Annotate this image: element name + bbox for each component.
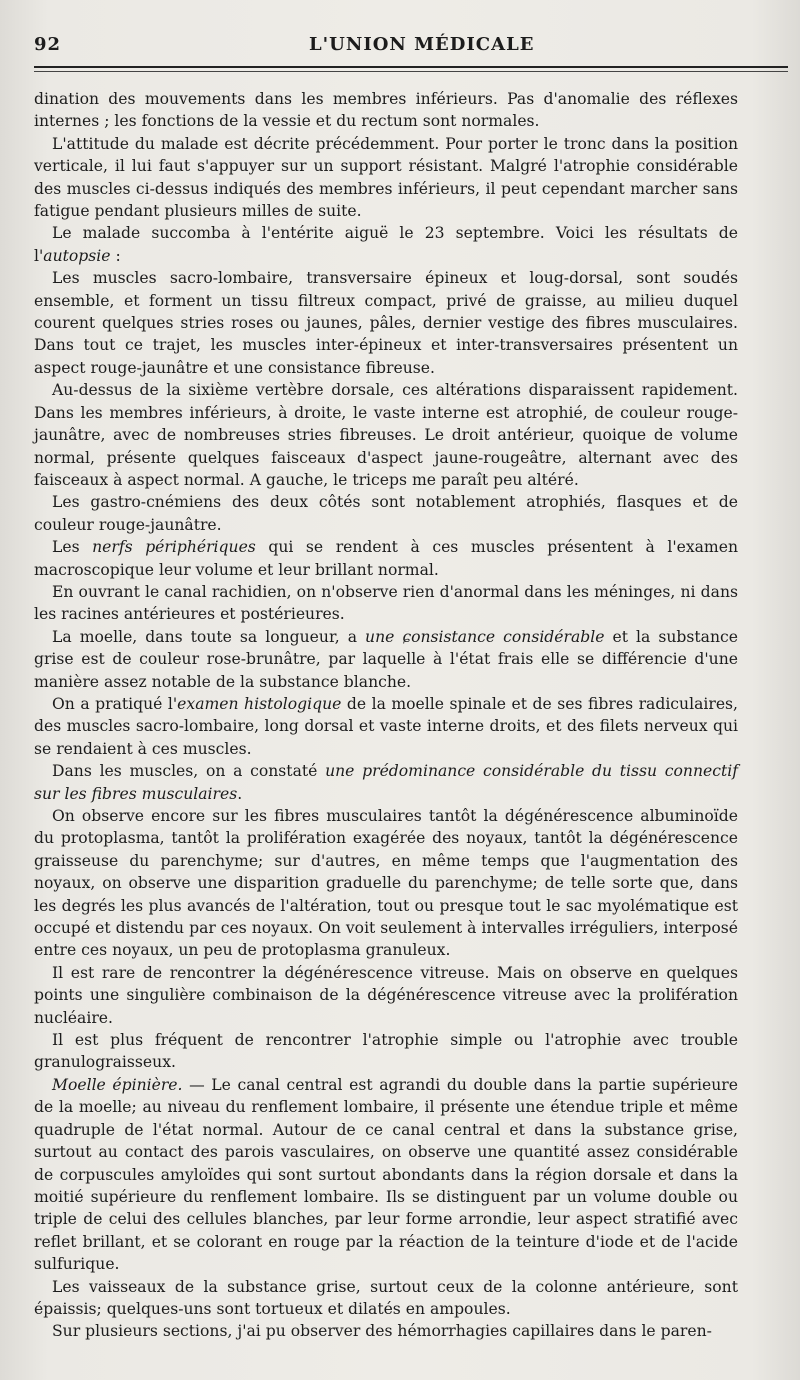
paragraph: Les gastro-cnémiens des deux côtés sont notablement atrophiés, flasques et de couleur rouge-jaunâtre. bbox=[34, 493, 738, 534]
page-header bbox=[34, 28, 738, 58]
paragraph: En ouvrant le canal rachidien, on n'observe rien d'anormal dans les méninges, ni dans les racines antérieures et postérieures. bbox=[34, 582, 738, 624]
paragraph: Il est plus fréquent de rencontrer l'atrophie simple ou l'atrophie avec trouble granulograisseux. bbox=[34, 1031, 738, 1072]
paragraph: Le malade succomba à l'entérite aiguë le 23 septembre. Voici les résultats de l'autopsie : bbox=[34, 224, 738, 265]
paragraph: Au-dessus de la sixième vertèbre dorsale, ces altérations disparaissent rapidement. Dans les membres inférieurs, à droite, le vaste interne est atrophié, de couleur rouge-jaunâtre, avec de nombreuses stries fibreuses. Le droit antérieur, quoique de volume normal, présente quelques faisceaux d'aspect jaune-rougeâtre, alternant avec des faisceaux à aspect normal. A gauche, le triceps me paraît peu altéré. bbox=[34, 381, 738, 489]
italic-term: une ɕonsistance considérable bbox=[365, 627, 605, 646]
italic-term: autopsie bbox=[43, 246, 111, 265]
paragraph: dination des mouvements dans les membres inférieurs. Pas d'anomalie des réflexes internes ; les fonctions de la vessie et du rectum sont normales. bbox=[34, 90, 738, 131]
running-title: L'UNION MÉDICALE bbox=[309, 34, 535, 55]
paragraph: Moelle épinière. — Le canal central est agrandi du double dans la partie supérieure de la moelle; au niveau du renflement lombaire, il présente une étendue triple et même quadruple de l'état normal. Autour de ce canal central et dans la substance grise, surtout au contact des parois vasculaires, on observe une quantité assez considérable de corpuscules amyloïdes qui sont surtout abondants dans la région dorsale et dans la moitié supérieure du renflement lombaire. Ils se distinguent par un volume double ou triple de celui des cellules blanches, par leur forme arrondie, leur aspect stratifié avec reflet brillant, et se colorant en rouge par la réaction de la teinture d'iode et de l'acide sulfurique. bbox=[34, 1075, 738, 1274]
paragraph: On a pratiqué l'examen histologique de la moelle spinale et de ses fibres radiculaires, des muscles sacro-lombaire, long dorsal et vaste interne droits, et des filets nerveux qui se rendaient à ces muscles. bbox=[34, 694, 739, 758]
italic-term: Moelle épinière. bbox=[52, 1075, 183, 1094]
paragraph: La moelle, dans toute sa longueur, a une ɕonsistance considérable et la substance grise est de couleur rose-brunâtre, par laquelle à l'état frais elle se différencie d'une manière assez notable de la substance blanche. bbox=[34, 627, 738, 691]
header-rule bbox=[34, 66, 788, 72]
paragraph: L'attitude du malade est décrite précédemment. Pour porter le tronc dans la position verticale, il lui faut s'appuyer sur un support résistant. Malgré l'atrophie considérable des muscles ci-dessus indiqués des membres inférieurs, il peut cependant marcher sans fatigue pendant plusieurs milles de suite. bbox=[34, 134, 738, 221]
paragraph: Les nerfs périphériques qui se rendent à ces muscles présentent à l'examen macroscopique leur volume et leur brillant normal. bbox=[34, 538, 738, 579]
italic-term: nerfs périphériques bbox=[92, 538, 256, 557]
page-number: 92 bbox=[34, 34, 62, 55]
paragraph: Les muscles sacro-lombaire, transversaire épineux et loug-dorsal, sont soudés ensemble, et forment un tissu filtreux compact, privé de graisse, au milieu duquel courent quelques stries roses ou jaunes, pâles, dernier vestige des fibres musculaires. Dans tout ce trajet, les muscles inter-épineux et inter-transversaires présentent un aspect rouge-jaunâtre et une consistance fibreuse. bbox=[34, 269, 738, 377]
italic-term: une prédominance considérable du tissu connectif sur les fibres musculaires bbox=[34, 762, 739, 803]
italic-term: examen histologique bbox=[177, 694, 342, 713]
paragraph: Les vaisseaux de la substance grise, surtout ceux de la colonne antérieure, sont épaissis; quelques-uns sont tortueux et dilatés en ampoules. bbox=[34, 1277, 738, 1318]
paragraph: Dans les muscles, on a constaté une prédominance considérable du tissu connectif sur les fibres musculaires. bbox=[34, 762, 739, 803]
paragraph: On observe encore sur les fibres musculaires tantôt la dégénérescence albuminoïde du protoplasma, tantôt la prolifération exagérée des noyaux, tantôt la dégénérescence graisseuse du parenchyme; sur d'autres, en même temps que l'augmentation des noyaux, on observe une disparition graduelle du parenchyme; de telle sorte que, dans les degrés les plus avancés de l'altération, tout ou presque tout le sac myolématique est occupé et distendu par ces noyaux. On voit seulement à intervalles irréguliers, interposé entre ces noyaux, un peu de protoplasma granuleux. bbox=[34, 807, 738, 960]
paragraph: Sur plusieurs sections, j'ai pu observer des hémorrhagies capillaires dans le paren- bbox=[52, 1322, 712, 1341]
paragraph: Il est rare de rencontrer la dégénérescence vitreuse. Mais on observe en quelques points une singulière combinaison de la dégénérescence vitreuse avec la prolifération nucléaire. bbox=[34, 963, 738, 1027]
article-body bbox=[34, 88, 738, 1343]
